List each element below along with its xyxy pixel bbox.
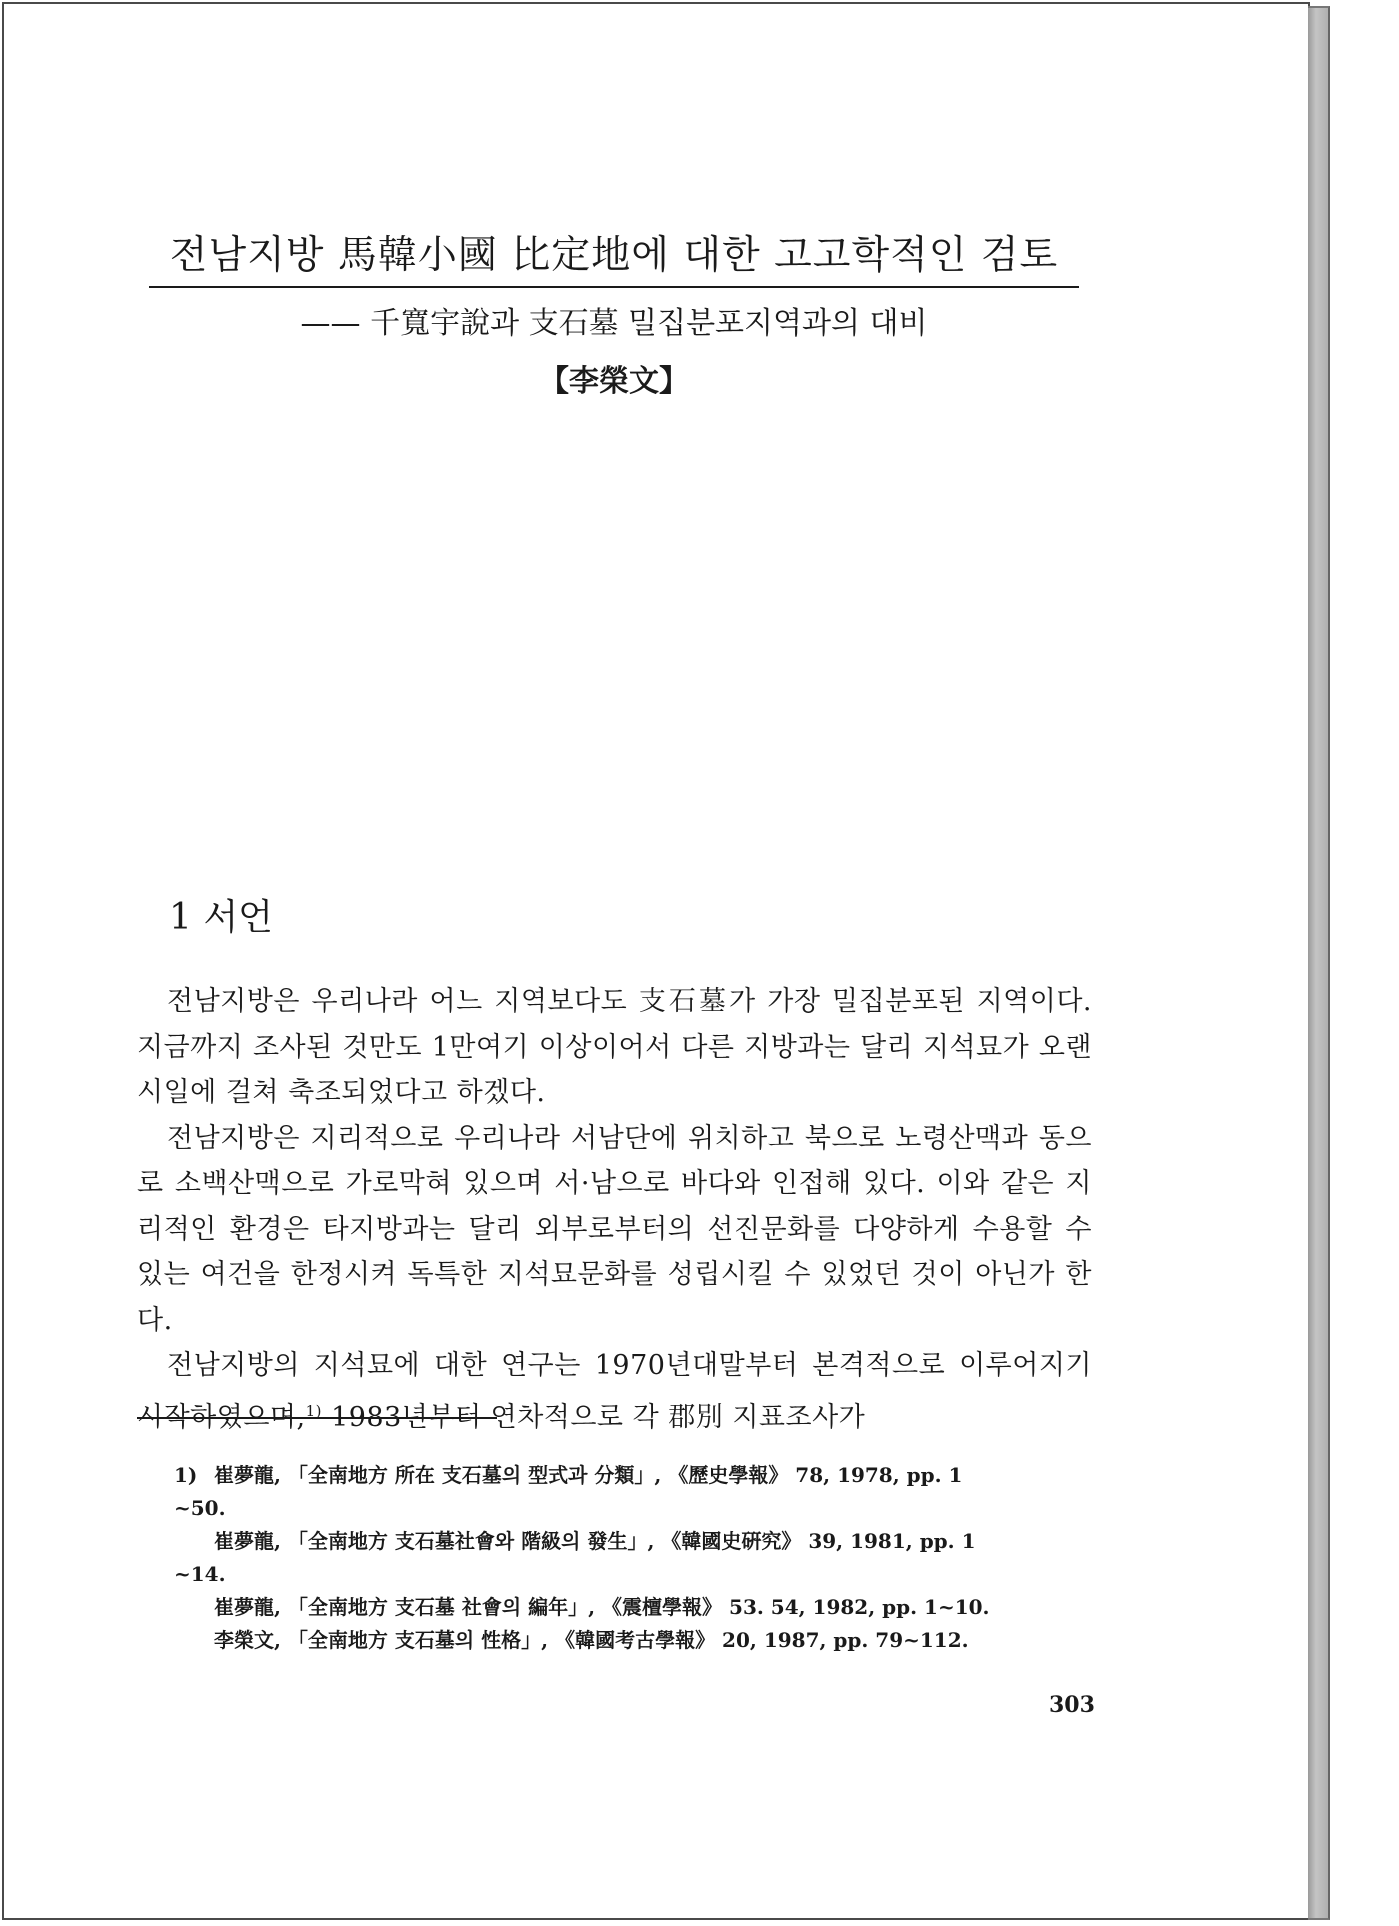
page-stack-edge	[1308, 6, 1330, 1920]
footnote-entry-continuation: ~50.	[174, 1496, 226, 1520]
paragraph	[137, 1343, 1092, 1440]
footnote	[174, 1459, 1089, 1657]
paragraph: 전남지방은 지리적으로 우리나라 서남단에 위치하고 북으로 노령산맥과 동으로 소백산맥으로 가로막혀 있으며 서·남으로 바다와 인접해 있다. 이와 같은 지리적인 환경은 타지방과는 달리 외부로부터의 선진문화를 다양하게 수용할 수 있는 여건을 한정시켜 독특한 지석묘문화를 성립시킬 수 있었던 것이 아닌가 한다.	[137, 1122, 1092, 1336]
title-block	[134, 224, 1094, 400]
page-number: 303	[1049, 1692, 1095, 1718]
footnote-entry-continuation: ~14.	[174, 1562, 226, 1586]
paragraph-text: 1983년부터 연차적으로 각 郡別 지표조사가	[321, 1401, 866, 1433]
paragraph: 전남지방은 우리나라 어느 지역보다도 支石墓가 가장 밀집분포된 지역이다. 지금까지 조사된 것만도 1만여기 이상이어서 다른 지방과는 달리 지석묘가 오랜 시일에 걸쳐 축조되었다고 하겠다.	[137, 986, 1092, 1108]
footnote-entry: 李榮文, 「全南地方 支石墓의 性格」, 《韓國考古學報》 20, 1987, pp. 79~112.	[214, 1628, 969, 1652]
footnote-entry: 崔夢龍, 「全南地方 支石墓社會와 階級의 發生」, 《韓國史硏究》 39, 1981, pp. 1	[214, 1529, 976, 1553]
footnote-divider	[137, 1417, 497, 1419]
article-subtitle: —— 千寬宇說과 支石墓 밀집분포지역과의 대비	[300, 306, 928, 341]
footnote-reference: 1)	[305, 1401, 322, 1420]
body-text	[137, 979, 1092, 1440]
footnote-entry: 崔夢龍, 「全南地方 所在 支石墓의 型式과 分類」, 《歷史學報》 78, 1978, pp. 1	[214, 1463, 963, 1487]
author-name: 【李榮文】	[539, 364, 689, 399]
document-page	[2, 2, 1310, 1920]
section-heading: 1 서언	[169, 897, 273, 938]
article-title: 전남지방 馬韓小國 比定地에 대한 고고학적인 검토	[169, 233, 1059, 278]
footnote-entry: 崔夢龍, 「全南地方 支石墓 社會의 編年」, 《震檀學報》 53. 54, 1982, pp. 1~10.	[214, 1595, 990, 1619]
footnote-marker: 1)	[174, 1463, 198, 1487]
paragraph-text: 전남지방의 지석묘에 대한 연구는 1970년대말부터 본격적으로 이루어지기 시작하였으며,	[137, 1350, 1092, 1433]
title-underline	[149, 286, 1079, 288]
footnotes	[174, 1459, 1089, 1657]
